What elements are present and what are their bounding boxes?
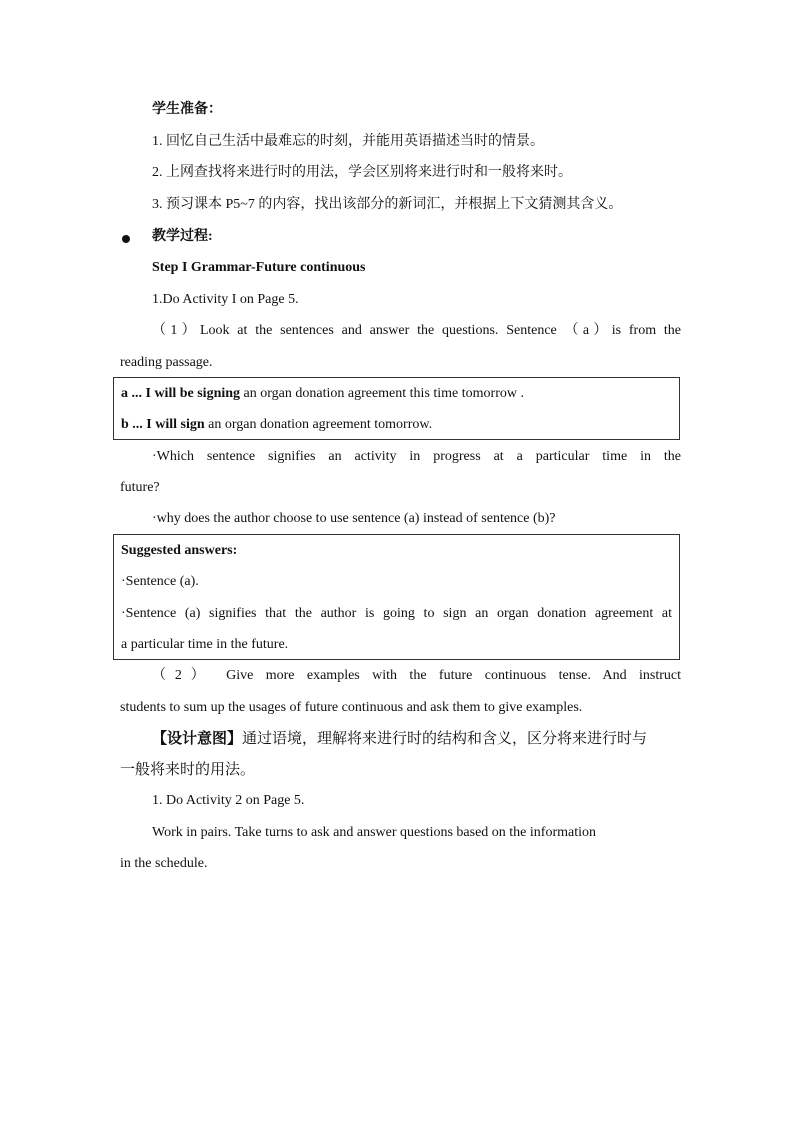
question-1-line-2: future? [120, 480, 160, 495]
student-prep-heading: 学生准备： [152, 102, 222, 117]
example-a-label: a ... I will be signing [121, 386, 241, 401]
part-1-line-2: reading passage. [120, 355, 213, 370]
design-intent-line-1 [152, 729, 681, 749]
step-title: Step I Grammar-Future continuous [152, 260, 366, 275]
bullet-icon [122, 235, 130, 243]
activity-2-line-2: in the schedule. [120, 856, 208, 871]
example-sentence-a [121, 384, 672, 404]
answer-line-1: ·Sentence (a). [121, 574, 199, 589]
design-intent-label: 【设计意图】 [152, 731, 243, 747]
student-prep-item-2: 2. 上网查找将来进行时的用法，学会区别将来进行时和一般将来时。 [152, 165, 572, 180]
design-intent-text: 通过语境，理解将来进行时的结构和含义，区分将来进行时与 [242, 731, 648, 747]
part-1-line-1: （1）Look at the sentences and answer the questions. Sentence （a）is from the [152, 323, 681, 338]
suggested-answers-heading: Suggested answers: [121, 543, 238, 558]
suggested-answers-box [113, 534, 680, 660]
answer-line-2: ·Sentence (a) signifies that the author is going to sign an organ donation agreement at [121, 606, 672, 621]
process-heading: 教学过程: [152, 229, 213, 244]
answer-line-3: a particular time in the future. [121, 637, 289, 652]
question-2: ·why does the author choose to use sentence (a) instead of sentence (b)? [152, 511, 556, 526]
example-sentence-b [121, 415, 672, 435]
part-2-line-1: （2） Give more examples with the future continuous tense. And instruct [152, 668, 681, 683]
example-sentences-box [113, 377, 680, 440]
activity-2-title: 1. Do Activity 2 on Page 5. [152, 793, 305, 808]
activity-2-line-1: Work in pairs. Take turns to ask and answer questions based on the information [152, 825, 596, 840]
example-a-rest: an organ donation agreement this time tomorrow . [240, 386, 524, 401]
activity-1-title: 1.Do Activity I on Page 5. [152, 292, 299, 307]
student-prep-item-1: 1. 回忆自己生活中最难忘的时刻，并能用英语描述当时的情景。 [152, 134, 544, 149]
student-prep-item-3: 3. 预习课本 P5~7 的内容，找出该部分的新词汇，并根据上下文猜测其含义。 [152, 197, 623, 212]
example-b-rest: an organ donation agreement tomorrow. [204, 417, 433, 432]
part-2-line-2: students to sum up the usages of future continuous and ask them to give examples. [120, 700, 583, 715]
question-1-line-1: ·Which sentence signifies an activity in progress at a particular time in the [152, 449, 681, 464]
design-intent-line-2: 一般将来时的用法。 [120, 762, 256, 778]
example-b-label: b ... I will sign [121, 417, 205, 432]
